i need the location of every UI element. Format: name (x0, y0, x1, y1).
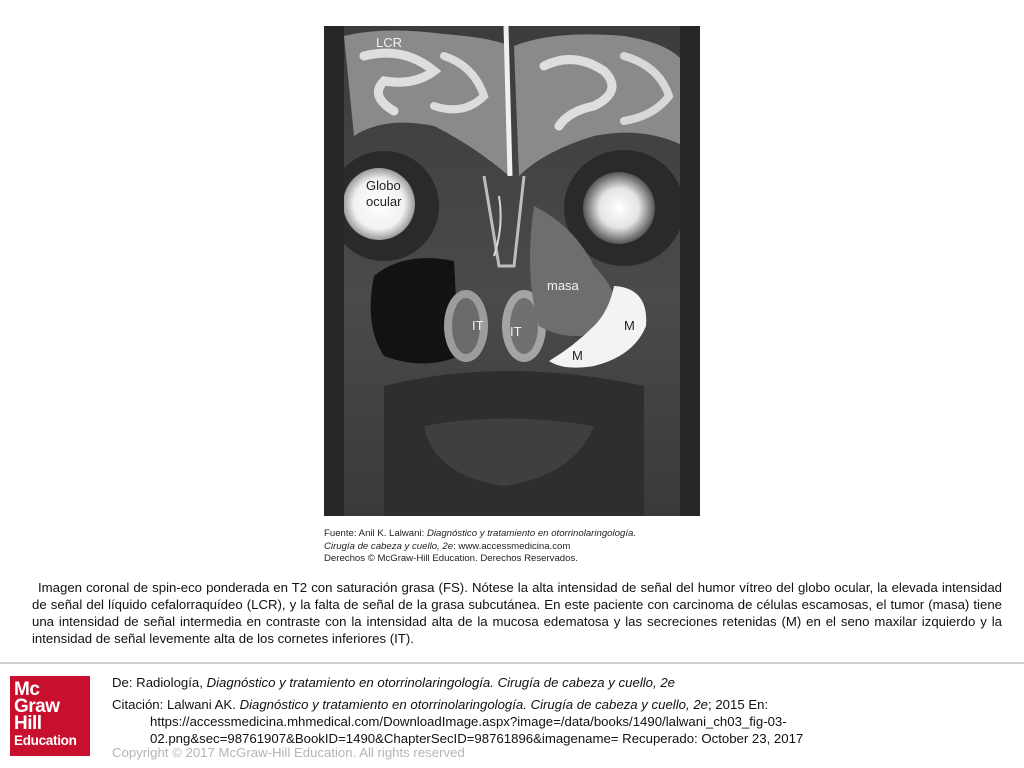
label-it-left: IT (472, 318, 484, 333)
label-lcr: LCR (376, 35, 403, 50)
label-m-bottom: M (572, 348, 583, 363)
url-line-1[interactable]: https://accessmedicina.mhmedical.com/DownloadImage.aspx?image=/data/books/1490/lalwani_ch03_fig-03- (150, 714, 787, 729)
source-line-3: Derechos © McGraw-Hill Education. Derechos Reservados. (324, 553, 578, 564)
label-m-right: M (624, 318, 635, 333)
de-line: De: Radiología, Diagnóstico y tratamiento en otorrinolaringología. Cirugía de cabeza y cuello, 2e (112, 675, 676, 690)
url-line-2[interactable]: 02.png&sec=98761907&BookID=1490&ChapterSecID=98761896&imagename= Recuperado: October 23, 2017 (150, 731, 804, 746)
source-line-1: Fuente: Anil K. Lalwani: Diagnóstico y tratamiento en otorrinolaringología. (324, 528, 636, 539)
mcgraw-hill-logo: Mc Graw Hill Education (10, 676, 90, 756)
label-masa: masa (547, 278, 579, 293)
citation-block (112, 674, 1012, 747)
figure-caption: Imagen coronal de spin-eco ponderada en T2 con saturación grasa (FS). Nótese la alta intensidad de señal del humor vítreo del globo ocular, la elevada intensidad de señal del líquido cefalorraquídeo (LCR), y la falta de señal de la grasa subcutánea. En este paciente con carcinoma de células escamosas, el tumor (masa) tiene una intensidad de señal intermedia en contraste con la intensidad alta de la mucosa edematosa y las secreciones retenidas (M) en el seno maxilar izquierdo y la intensidad de señal levemente alta de los cornetes inferiores (IT). (32, 580, 1002, 646)
divider (0, 662, 1024, 664)
figure-source (324, 528, 744, 566)
citation-line: Citación: Lalwani AK. Diagnóstico y tratamiento en otorrinolaringología. Cirugía de cabeza y cuello, 2e; 2015 En: (112, 697, 769, 712)
label-globo-1: Globo (366, 178, 401, 193)
mri-image (324, 26, 700, 516)
label-globo-2: ocular (366, 194, 402, 209)
label-it-right: IT (510, 324, 522, 339)
copyright: Copyright © 2017 McGraw-Hill Education. All rights reserved (112, 745, 465, 760)
mri-figure (324, 26, 700, 516)
source-line-2: Cirugía de cabeza y cuello, 2e: www.accessmedicina.com (324, 540, 571, 552)
